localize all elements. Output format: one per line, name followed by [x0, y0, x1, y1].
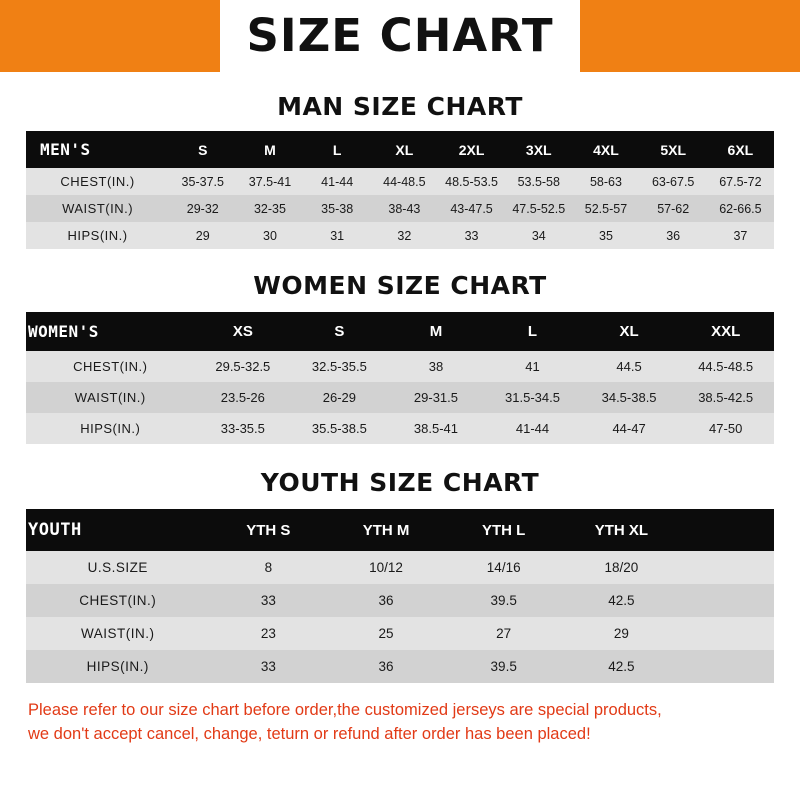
column-header-yth-s: YTH S: [210, 509, 328, 551]
cell: 67.5-72: [707, 168, 774, 195]
cell: 38.5-42.5: [677, 382, 774, 413]
cell: 39.5: [445, 650, 563, 683]
cell: 39.5: [445, 584, 563, 617]
column-header-s: S: [169, 131, 236, 168]
column-header-xs: XS: [195, 312, 292, 351]
row-label: U.S.SIZE: [26, 551, 210, 584]
cell-spacer: [680, 551, 774, 584]
cell: 47-50: [677, 413, 774, 444]
row-label: WAIST(IN.): [26, 617, 210, 650]
column-header-3xl: 3XL: [505, 131, 572, 168]
women-table-header: [26, 312, 774, 351]
column-header-4xl: 4XL: [572, 131, 639, 168]
cell: 35.5-38.5: [291, 413, 388, 444]
cell: 62-66.5: [707, 195, 774, 222]
row-label: HIPS(IN.): [26, 413, 195, 444]
cell: 33: [210, 650, 328, 683]
footer-note-line1: Please refer to our size chart before order,the customized jerseys are special products,: [28, 701, 662, 719]
table-row: [26, 650, 774, 683]
cell: 57-62: [640, 195, 707, 222]
cell: 26-29: [291, 382, 388, 413]
cell: 29: [563, 617, 681, 650]
man-table-body: [26, 168, 774, 249]
youth-table-header: [26, 509, 774, 551]
cell-spacer: [680, 650, 774, 683]
cell: 42.5: [563, 584, 681, 617]
row-label: CHEST(IN.): [26, 351, 195, 382]
section-title-women: WOMEN SIZE CHART: [253, 271, 547, 300]
man-table-header: [26, 131, 774, 168]
row-label: HIPS(IN.): [26, 222, 169, 249]
table-header-row: [26, 509, 774, 551]
cell: 18/20: [563, 551, 681, 584]
column-header-5xl: 5XL: [640, 131, 707, 168]
cell: 48.5-53.5: [438, 168, 505, 195]
content-area: [0, 72, 800, 800]
column-header-m: M: [388, 312, 485, 351]
table-header-row: [26, 312, 774, 351]
column-header-xxl: XXL: [677, 312, 774, 351]
column-header-womens: WOMEN'S: [26, 312, 195, 351]
row-label: CHEST(IN.): [26, 584, 210, 617]
cell: 23: [210, 617, 328, 650]
cell: 44-48.5: [371, 168, 438, 195]
cell: 31.5-34.5: [484, 382, 581, 413]
cell: 29-31.5: [388, 382, 485, 413]
column-header-spacer: [680, 509, 774, 551]
cell: 33-35.5: [195, 413, 292, 444]
column-header-l: L: [304, 131, 371, 168]
cell: 23.5-26: [195, 382, 292, 413]
section-title-man: MAN SIZE CHART: [277, 92, 523, 121]
table-row: [26, 584, 774, 617]
section-title-youth: YOUTH SIZE CHART: [260, 468, 540, 497]
youth-table-body: [26, 551, 774, 683]
cell: 32: [371, 222, 438, 249]
cell: 41-44: [484, 413, 581, 444]
cell: 32.5-35.5: [291, 351, 388, 382]
cell: 35: [572, 222, 639, 249]
cell: 32-35: [236, 195, 303, 222]
cell: 29-32: [169, 195, 236, 222]
column-header-youth: YOUTH: [26, 509, 210, 551]
cell: 43-47.5: [438, 195, 505, 222]
column-header-yth-m: YTH M: [327, 509, 445, 551]
column-header-2xl: 2XL: [438, 131, 505, 168]
cell: 47.5-52.5: [505, 195, 572, 222]
column-header-s: S: [291, 312, 388, 351]
cell: 29.5-32.5: [195, 351, 292, 382]
table-row: [26, 413, 774, 444]
cell: 36: [640, 222, 707, 249]
table-row: [26, 382, 774, 413]
cell: 30: [236, 222, 303, 249]
table-row: [26, 351, 774, 382]
cell: 41-44: [304, 168, 371, 195]
table-row: [26, 222, 774, 249]
column-header-yth-l: YTH L: [445, 509, 563, 551]
footer-note-line2: we don't accept cancel, change, teturn or refund after order has been placed!: [28, 724, 591, 743]
women-table-body: [26, 351, 774, 444]
cell: 44.5: [581, 351, 678, 382]
cell: 44.5-48.5: [677, 351, 774, 382]
cell: 38.5-41: [388, 413, 485, 444]
table-header-row: [26, 131, 774, 168]
cell: 53.5-58: [505, 168, 572, 195]
cell-spacer: [680, 617, 774, 650]
cell: 38-43: [371, 195, 438, 222]
cell: 10/12: [327, 551, 445, 584]
column-header-mens: MEN'S: [26, 131, 169, 168]
cell: 36: [327, 650, 445, 683]
cell: 38: [388, 351, 485, 382]
cell: 52.5-57: [572, 195, 639, 222]
cell-spacer: [680, 584, 774, 617]
cell: 58-63: [572, 168, 639, 195]
cell: 33: [210, 584, 328, 617]
cell: 37: [707, 222, 774, 249]
cell: 27: [445, 617, 563, 650]
women-size-table: [26, 312, 774, 444]
cell: 8: [210, 551, 328, 584]
cell: 35-38: [304, 195, 371, 222]
page-title: SIZE CHART: [220, 0, 579, 72]
cell: 14/16: [445, 551, 563, 584]
table-row: [26, 617, 774, 650]
column-header-l: L: [484, 312, 581, 351]
footer-note: [26, 699, 774, 757]
cell: 63-67.5: [640, 168, 707, 195]
column-header-yth-xl: YTH XL: [563, 509, 681, 551]
row-label: WAIST(IN.): [26, 382, 195, 413]
column-header-xl: XL: [581, 312, 678, 351]
man-size-table: [26, 131, 774, 249]
header-band: [0, 0, 800, 72]
cell: 44-47: [581, 413, 678, 444]
row-label: WAIST(IN.): [26, 195, 169, 222]
column-header-xl: XL: [371, 131, 438, 168]
cell: 34.5-38.5: [581, 382, 678, 413]
column-header-m: M: [236, 131, 303, 168]
cell: 31: [304, 222, 371, 249]
column-header-6xl: 6XL: [707, 131, 774, 168]
cell: 36: [327, 584, 445, 617]
youth-size-table: [26, 509, 774, 683]
row-label: HIPS(IN.): [26, 650, 210, 683]
cell: 35-37.5: [169, 168, 236, 195]
cell: 33: [438, 222, 505, 249]
row-label: CHEST(IN.): [26, 168, 169, 195]
table-row: [26, 195, 774, 222]
cell: 29: [169, 222, 236, 249]
cell: 41: [484, 351, 581, 382]
table-row: [26, 551, 774, 584]
table-row: [26, 168, 774, 195]
cell: 34: [505, 222, 572, 249]
cell: 37.5-41: [236, 168, 303, 195]
cell: 25: [327, 617, 445, 650]
cell: 42.5: [563, 650, 681, 683]
